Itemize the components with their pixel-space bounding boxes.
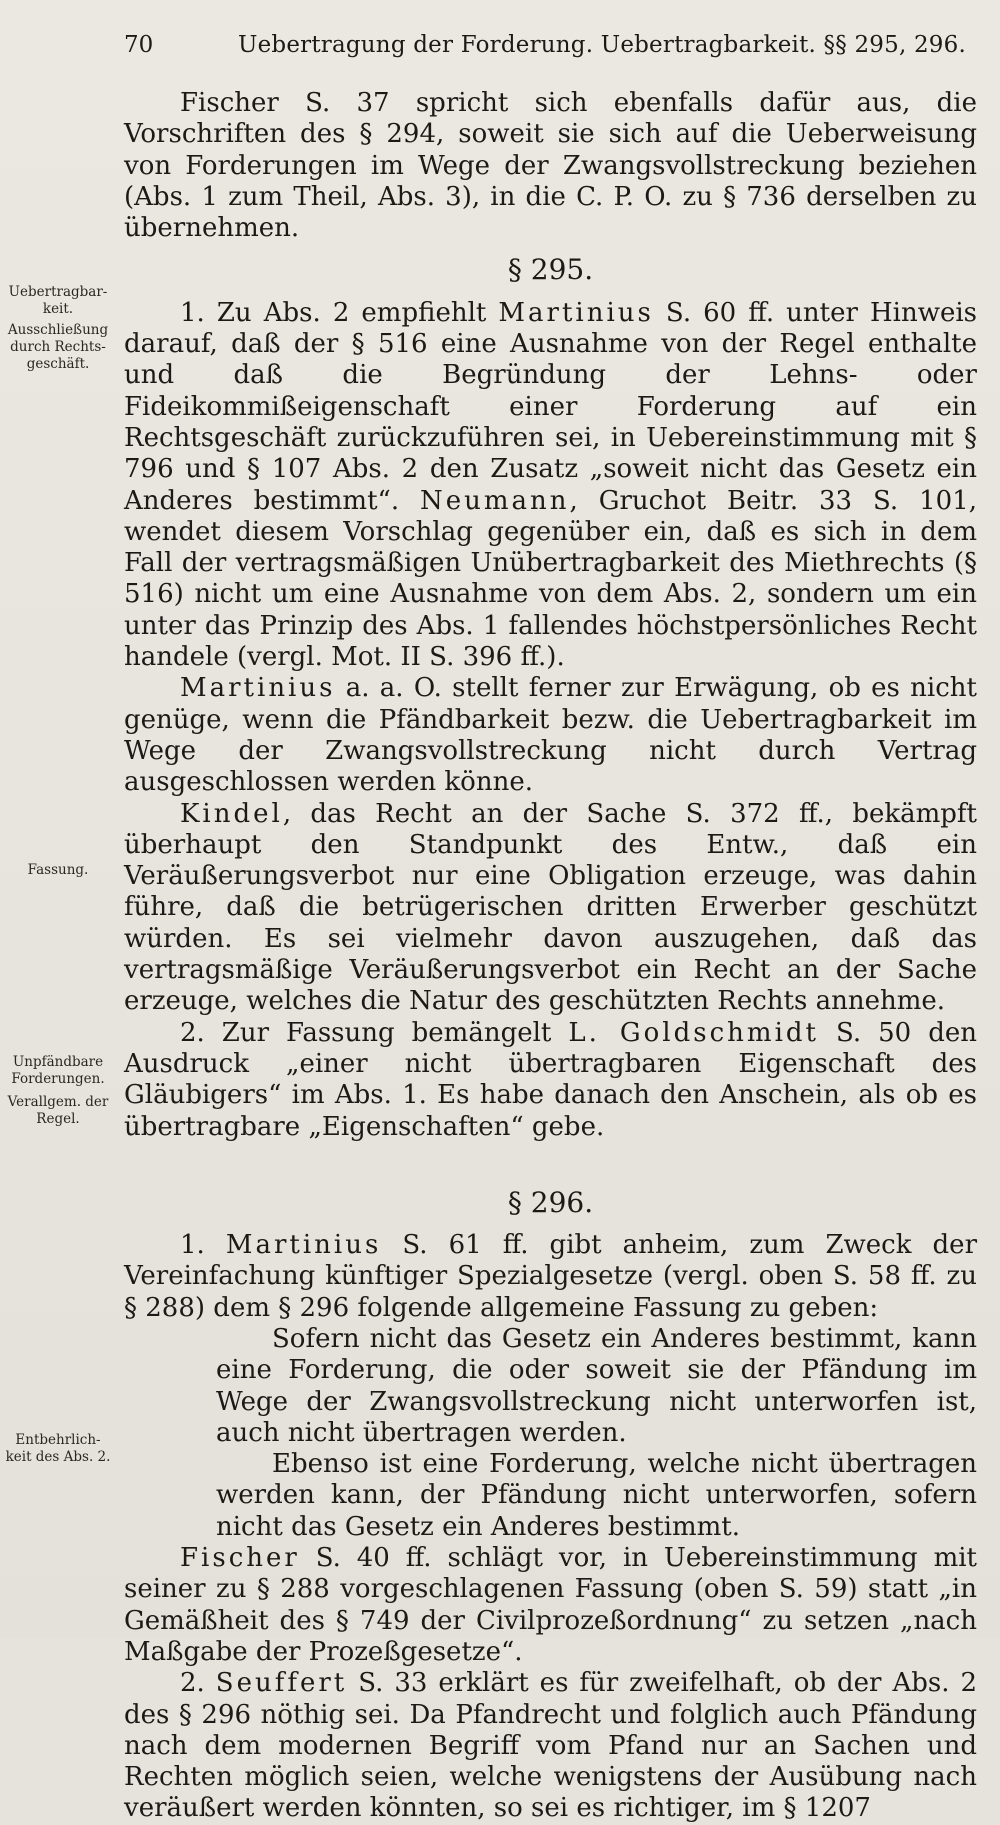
text-run: 2. Zur Fassung bemängelt: [180, 1017, 569, 1048]
margin-note-ausschliessung: Ausschließung durch Rechts-geschäft.: [7, 322, 109, 372]
paragraph-kindel: [124, 799, 977, 1018]
margin-note-unpfaendbare: Unpfändbare Forderungen.: [11, 1054, 105, 1087]
body-text: [124, 88, 977, 1825]
margin-note-fassung: Fassung.: [27, 862, 89, 878]
page-number: 70: [124, 32, 154, 58]
text-run: S. 40 ff. schlägt vor, in Uebereinstimmung mit seiner zu § 288 vorgeschlagenen Fassung (oben S. 59) statt „in Gemäßheit des § 749 der Civilprozeßordnung“ zu setzen „nach Maßgabe der Prozeßgesetze“.: [124, 1543, 977, 1667]
author-name: Martinius: [225, 1230, 382, 1261]
proposed-text-1: Sofern nicht das Gesetz ein Anderes bestimmt, kann eine Forderung, die oder soweit sie der Pfändung im Wege der Zwangsvollstreckung nicht unterworfen ist, auch nicht übertragen werden.: [216, 1323, 977, 1448]
author-name: L. Goldschmidt: [568, 1017, 819, 1048]
paragraph-martinius-2: [124, 673, 977, 798]
author-name: Martinius: [180, 673, 336, 704]
text-run: S. 61 ff. gibt anheim, zum Zweck der Vereinfachung künftiger Spezialgesetze (vergl. oben S. 58 ff. zu § 288) dem § 296 folgende allgemeine Fassung zu geben:: [124, 1230, 977, 1323]
author-name: Martinius: [498, 297, 654, 328]
margin-note-entbehrlichkeit: Entbehrlich-keit des Abs. 2.: [5, 1432, 111, 1465]
text-run: 1. Zu Abs. 2 empfiehlt: [180, 297, 499, 328]
section-heading-296: § 296.: [507, 1185, 594, 1219]
show-through-texture: [30, 250, 100, 280]
text-run: S. 50 den Ausdruck „einer nicht übertragbaren Eigenschaft des Gläubigers“ im Abs. 1. Es habe danach den Anschein, als ob es übertragbare „Eigenschaften“ gebe.: [124, 1017, 977, 1142]
text-run: a. a. O. stellt ferner zur Erwägung, ob es nicht genüge, wenn die Pfändbarkeit bezw. die Uebertragbarkeit im Wege der Zwangsvollstreckung nicht durch Vertrag ausgeschlossen werden könne.: [124, 673, 977, 798]
text-run: S. 33 erklärt es für zweifelhaft, ob der Abs. 2 des § 296 nöthig sei. Da Pfandrecht und folglich auch Pfändung nach dem modernen Begriff vom Pfand nur an Sachen und Rechten möglich seien, welche wenigstens der Ausübung nach veräußert werden könnten, so sei es richtiger, im § 1207: [124, 1668, 977, 1824]
running-title: Uebertragung der Forderung. Uebertragbarkeit. §§ 295, 296.: [238, 32, 966, 58]
paragraph-fischer-intro: Fischer S. 37 spricht sich ebenfalls dafür aus, die Vorschriften des § 294, soweit sie sich auf die Ueberweisung von Forderungen im Wege der Zwangsvollstreckung beziehen (Abs. 1 zum Theil, Abs. 3), in die C. P. O. zu § 736 derselben zu übernehmen.: [124, 88, 977, 244]
margin-note-uebertragbarkeit: Uebertragbar-keit.: [8, 284, 108, 317]
text-run: S. 60 ff. unter Hinweis darauf, daß der § 516 eine Ausnahme von der Regel enthalte und daß die Begründung der Lehns- oder Fideikommißeigenschaft einer Forderung auf ein Rechtsgeschäft zurückzuführen sei, in Uebereinstimmung mit § 796 und § 107 Abs. 2 den Zusatz „soweit nicht das Gesetz ein Anderes bestimmt“.: [124, 297, 977, 516]
text-run: 2.: [180, 1668, 216, 1699]
paragraph-296-1: [124, 1230, 977, 1324]
text-run: , Gruchot Beitr. 33 S. 101, wendet diesem Vorschlag gegenüber ein, daß es sich in dem Fall der vertragsmäßigen Unübertragbarkeit des Miethrechts (§ 516) nicht um eine Ausnahme von dem Abs. 2, sondern um ein unter das Prinzip des Abs. 1 fallendes höchstpersönliches Recht handele (vergl. Mot. II S. 396 ff.).: [124, 485, 977, 673]
text-run: , das Recht an der Sache S. 372 ff., bekämpft überhaupt den Standpunkt des Entw., daß ein Veräußerungsverbot nur eine Obligation erzeuge, was dahin führe, daß die betrügerischen dritten Erwerber geschützt würden. Es sei vielmehr davon auszugehen, daß das vertragsmäßige Veräußerungsverbot ein Recht an der Sache erzeuge, welches die Natur des geschützten Rechts annehme.: [124, 798, 977, 1017]
paragraph-295-2: [124, 1018, 977, 1143]
paragraph-295-1: [124, 298, 977, 674]
margin-note-verallgemeinerung: Verallgem. der Regel.: [7, 1094, 109, 1127]
page-header: [120, 24, 970, 64]
author-name: Seuffert: [215, 1668, 348, 1699]
author-name: Fischer: [180, 1543, 300, 1574]
text-run: 1.: [180, 1230, 226, 1261]
author-name: Kindel: [180, 798, 283, 829]
paragraph-296-2: [124, 1668, 977, 1824]
proposed-text-2: Ebenso ist eine Forderung, welche nicht übertragen werden kann, der Pfändung nicht unterworfen, sofern nicht das Gesetz ein Anderes bestimmt.: [216, 1449, 977, 1542]
author-name: Neumann: [420, 485, 570, 516]
section-heading-295: § 295.: [507, 253, 594, 287]
paragraph-fischer-296: [124, 1543, 977, 1668]
